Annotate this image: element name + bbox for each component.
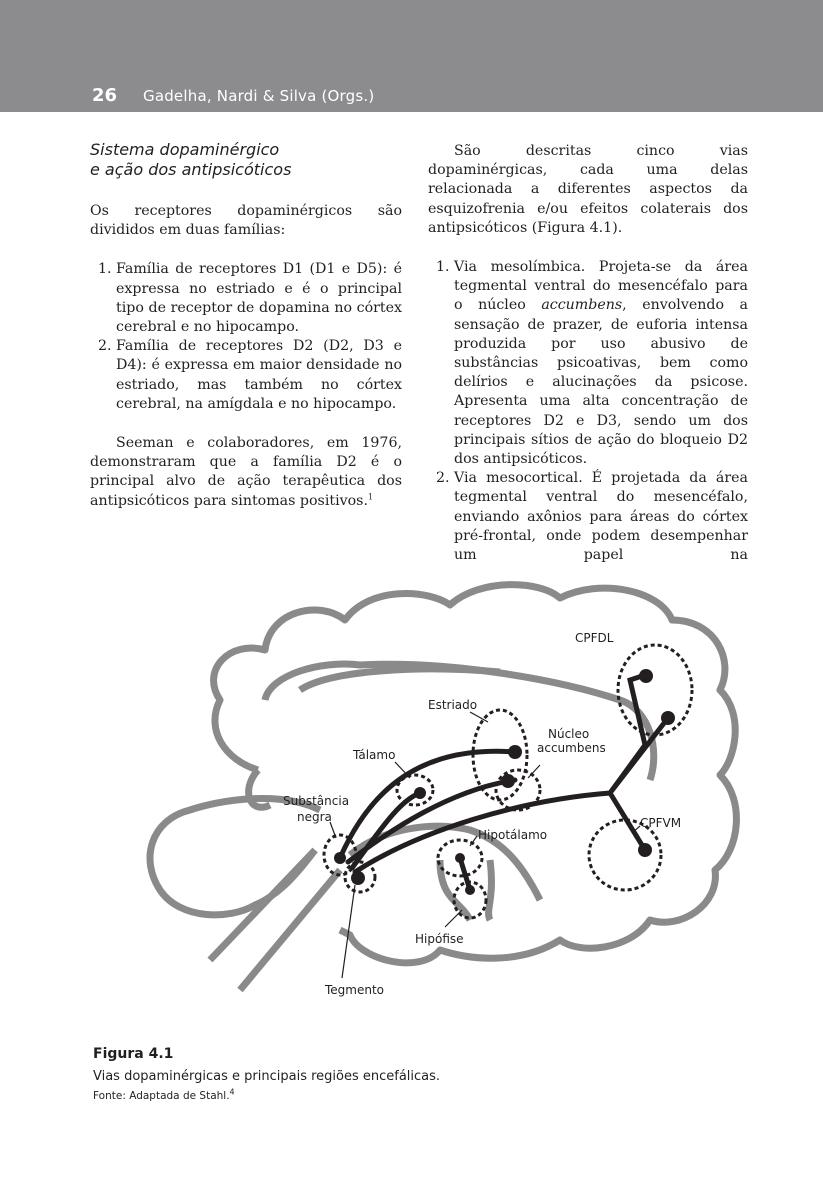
label-cpfdl: CPFDL (575, 631, 614, 645)
label-tegmento: Tegmento (325, 983, 385, 997)
list-item: 1. Família de receptores D1 (D1 e D5): é expressa no estriado e é o principal tipo de receptor de dopamina no córtex cerebral e no hipocampo. (116, 260, 402, 337)
pathways-list (428, 258, 748, 565)
figure-source (93, 1087, 235, 1102)
label-hipofise: Hipófise (415, 932, 464, 946)
running-title: Gadelha, Nardi & Silva (Orgs.) (143, 87, 375, 105)
section-heading (90, 140, 402, 180)
receptor-list (90, 260, 402, 414)
label-substancia: Substância (283, 794, 350, 808)
paragraph-text: Seeman e colaboradores, em 1976, demonstraram que a família D2 é o principal alvo de ação terapêutica dos antipsicóticos para sintomas positivos. (90, 435, 402, 509)
label-nucleo: Núcleo (548, 727, 590, 741)
right-column (428, 142, 748, 585)
left-column (90, 140, 402, 511)
item-text: Via mesolímbica. Projeta-se da área tegmental ventral do mesencéfalo para o núcleo (454, 259, 748, 314)
label-talamo: Tálamo (353, 748, 396, 762)
list-item: 2. Via mesocortical. É projetada da área tegmental ventral do mesencéfalo, enviando axônios para áreas do córtex pré-frontal, onde podem desempenhar um papel na (454, 469, 748, 565)
footnote-ref: 4 (229, 1087, 235, 1097)
label-accumbens: accumbens (537, 741, 606, 755)
seeman-paragraph (90, 434, 402, 511)
footnote-ref: 1 (367, 491, 374, 501)
heading-line: Sistema dopaminérgico (90, 140, 280, 159)
intro-paragraph: Os receptores dopaminérgicos são divididos em duas famílias: (90, 203, 402, 239)
figure-caption-title: Figura 4.1 (93, 1046, 174, 1062)
list-item: 2. Família de receptores D2 (D2, D3 e D4): é expressa em maior densidade no estriado, mas também no córtex cerebral, na amígdala e no hipocampo. (116, 337, 402, 414)
brain-outline (150, 585, 736, 990)
label-negra: negra (297, 810, 332, 824)
page-header (0, 0, 823, 112)
page-number: 26 (92, 85, 118, 106)
source-text: Fonte: Adaptada de Stahl. (93, 1090, 230, 1102)
item-text: , envolvendo a sensação de prazer, de euforia intensa produzida por uso abusivo de substâncias psicoativas, bem como delírios e alucinações da psicose. Apresenta uma alta concentração de receptores D2 e D3, sendo um dos principais sítios de ação do bloqueio D2 dos antipsicóticos. (454, 297, 748, 468)
pathways-intro: São descritas cinco vias dopaminérgicas, cada uma delas relacionada a diferentes aspectos da esquizofrenia e/ou efeitos colaterais dos antipsicóticos (Figura 4.1). (428, 143, 748, 236)
list-item (454, 258, 748, 469)
label-cpfvm: CPFVM (640, 816, 682, 830)
heading-line: e ação dos antipsicóticos (90, 160, 292, 179)
brain-pathways-figure (0, 560, 823, 1040)
item-italic: accumbens (541, 297, 623, 314)
label-estriado: Estriado (428, 698, 478, 712)
figure-caption-text: Vias dopaminérgicas e principais regiões encefálicas. (93, 1069, 441, 1084)
label-hipotalamo: Hipotálamo (478, 828, 548, 842)
